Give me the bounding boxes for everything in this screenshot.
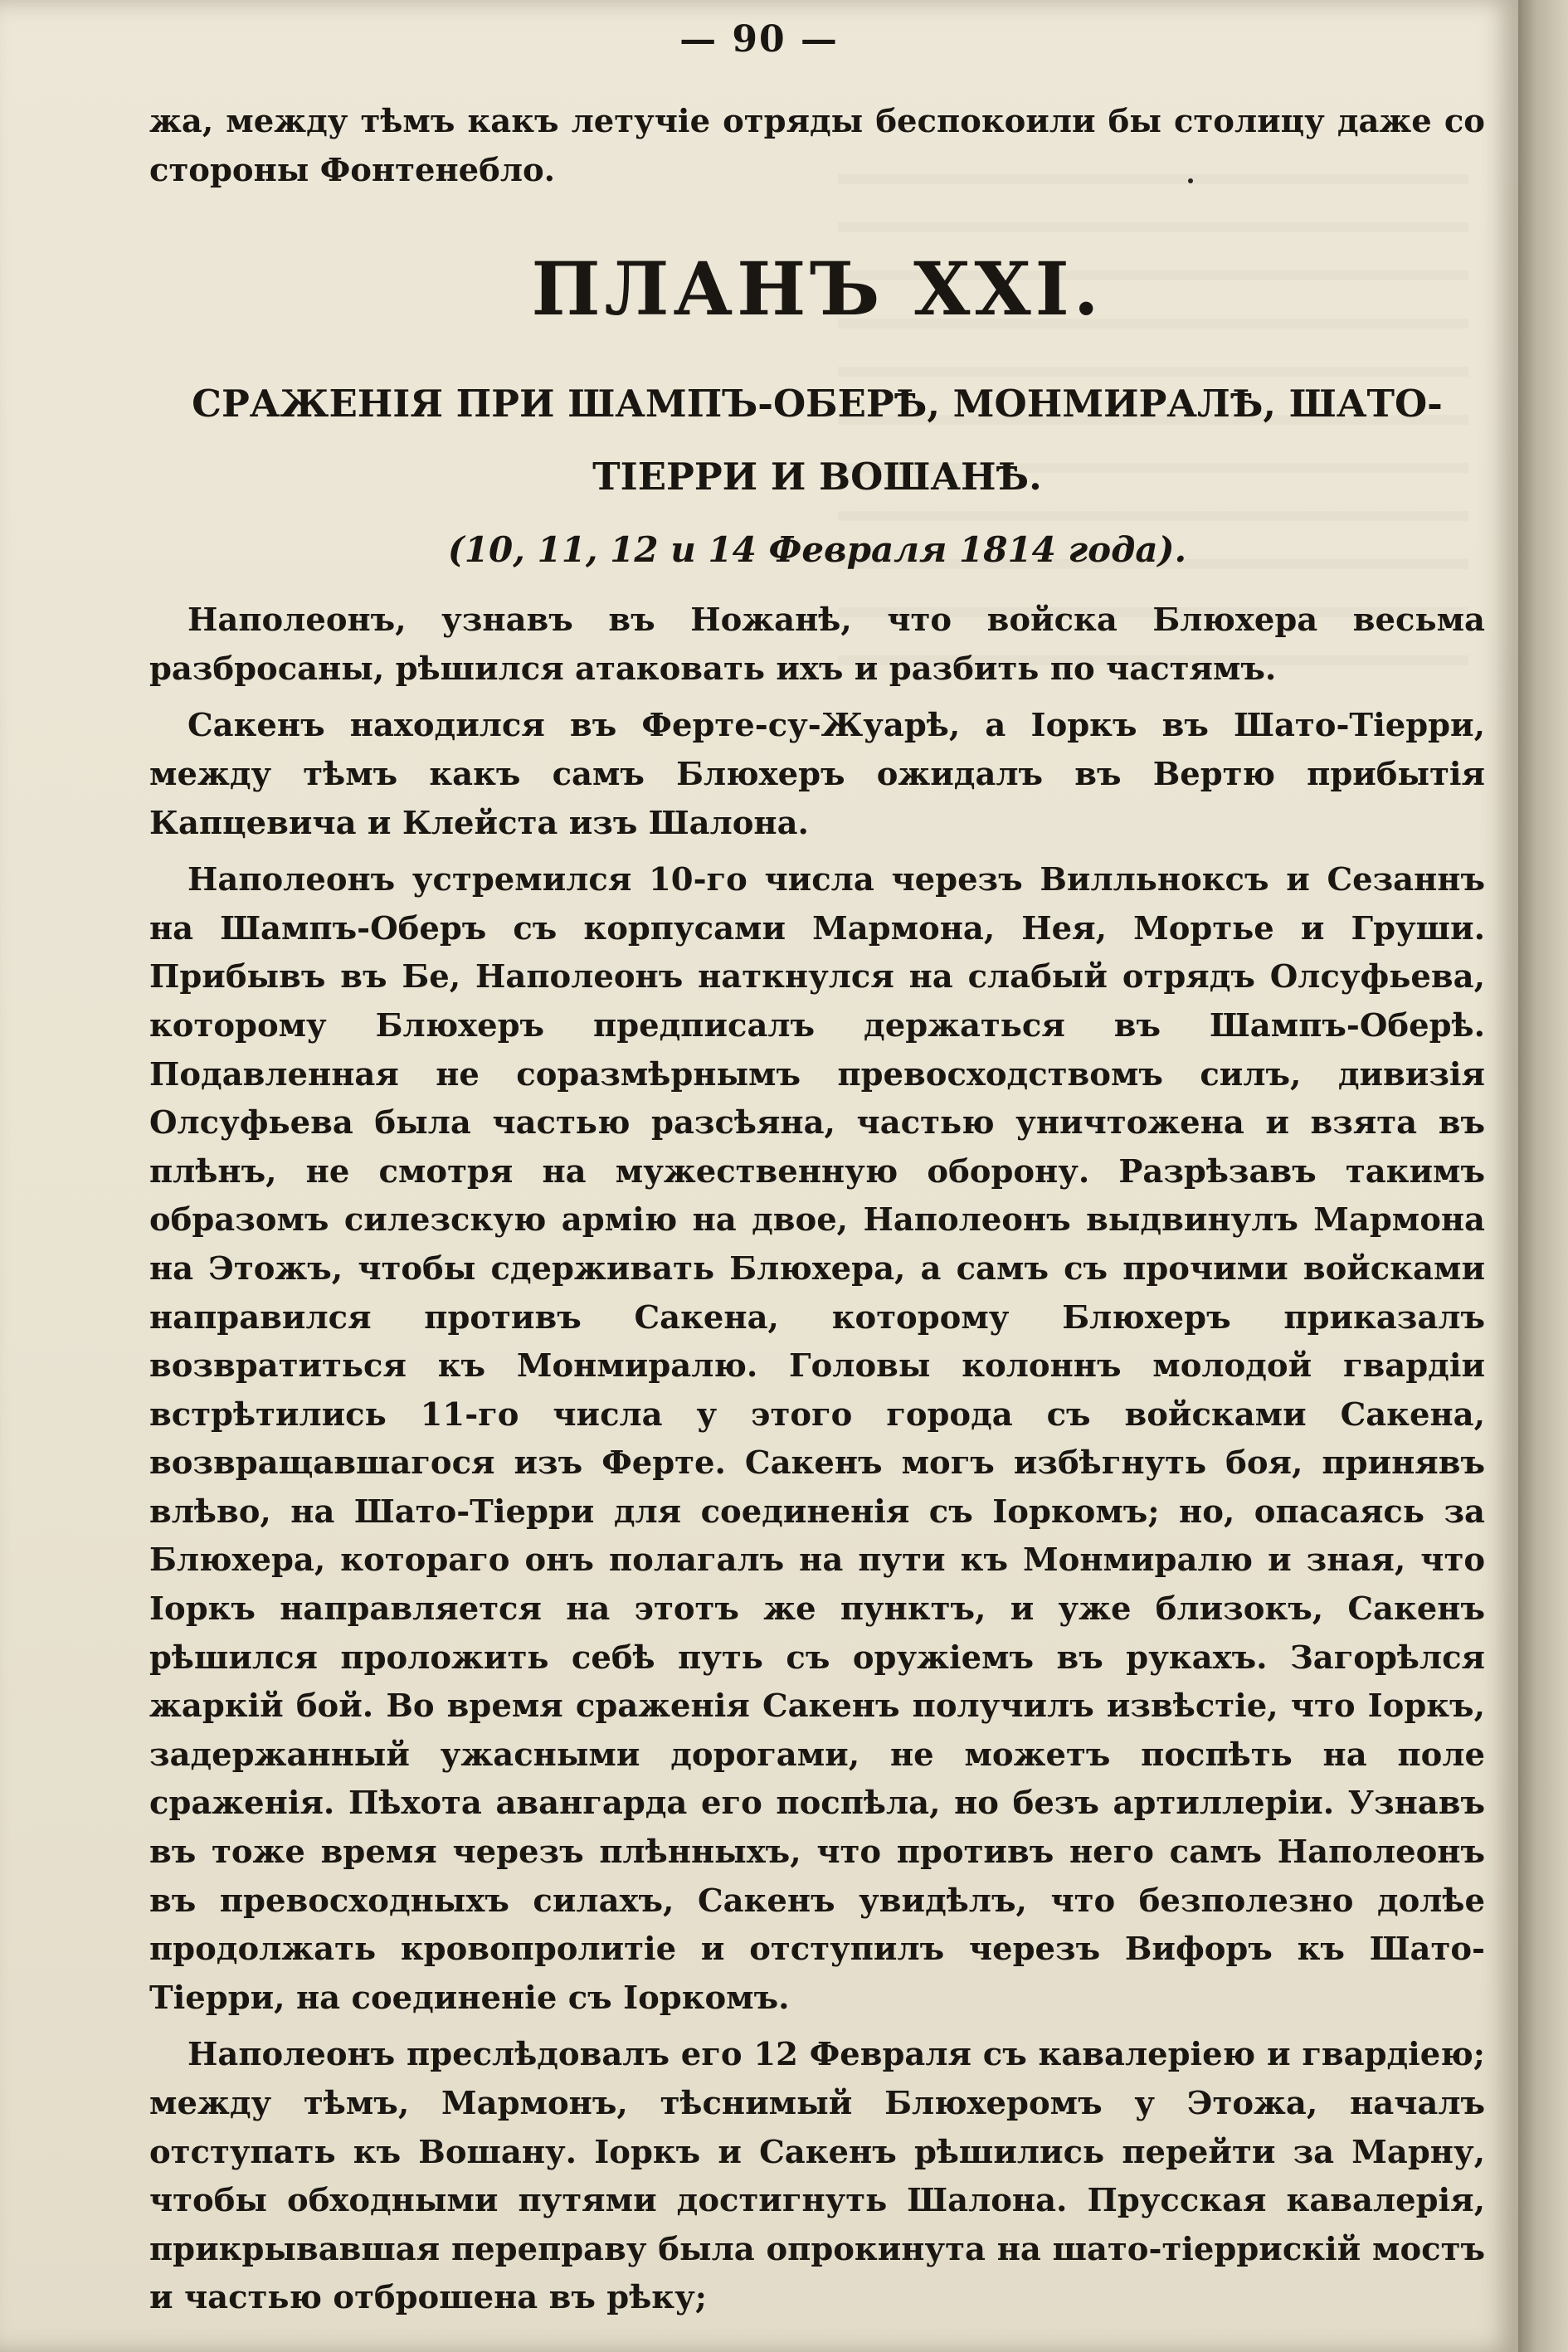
- paragraph-4: Наполеонъ преслѣдовалъ его 12 Февраля съ кавалеріею и гвардіею; между тѣмъ, Мармонъ, тѣснимый Блюхеромъ у Этожа, началъ отступать къ Вошану. Іоркъ и Сакенъ рѣшились перейти за Марну, чтобы обходными путями достигнуть Шалона. Прусская кавалерія, прикрывавшая переправу была опрокинута на шато-тіеррискій мостъ и частью отброшена въ рѣку;: [149, 2036, 1485, 2317]
- paragraph-3: Наполеонъ устремился 10-го числа черезъ Вилльноксъ и Сезаннъ на Шампъ-Оберъ съ корпусами Мармона, Нея, Мортье и Груши. Прибывъ въ Бе, Наполеонъ наткнулся на слабый отрядъ Олсуфьева, которому Блюхеръ предписалъ держаться въ Шампъ-Оберѣ. Подавленная не соразмѣрнымъ превосходствомъ силъ, дивизія Олсуфьева была частью разсѣяна, частью уничтожена и взята въ плѣнъ, не смотря на мужественную оборону. Разрѣзавъ такимъ образомъ силезскую армію на двое, Наполеонъ выдвинулъ Мармона на Этожъ, чтобы сдерживать Блюхера, а самъ съ прочими войсками направился противъ Сакена, которому Блюхеръ приказалъ возвратиться къ Монмиралю. Головы колоннъ молодой гвардіи встрѣтились 11-го числа у этого города съ войсками Сакена, возвращавшагося изъ Ферте. Сакенъ могъ избѣгнуть боя, принявъ влѣво, на Шато-Тіерри для соединенія съ Іоркомъ; но, опасаясь за Блюхера, котораго онъ полагалъ на пути къ Монмиралю и зная, что Іоркъ направляется на этотъ же пунктъ, и уже близокъ, Сакенъ рѣшился проложить себѣ путь съ оружіемъ въ рукахъ. Загорѣлся жаркій бой. Во время сраженія Сакенъ получилъ извѣстіе, что Іоркъ, задержанный ужасными дорогами, не можетъ поспѣть на поле сраженія. Пѣхота авангарда его поспѣла, но безъ артиллеріи. Узнавъ въ тоже время черезъ плѣнныхъ, что противъ него самъ Наполеонъ въ превосходныхъ силахъ, Сакенъ увидѣлъ, что безполезно долѣе продолжать кровопролитіе и отступилъ черезъ Вифоръ къ Шато-Тіерри, на соединеніе съ Іоркомъ.: [149, 861, 1485, 2017]
- section-heading: СРАЖЕНІЯ ПРИ ШАМПЪ-ОБЕРѢ, МОНМИРАЛѢ, ШАТО-ТІЕРРИ И ВОШАНѢ.: [192, 382, 1443, 499]
- page-number: — 90 —: [679, 18, 839, 61]
- plan-title: ПЛАНЪ XXI.: [531, 246, 1103, 333]
- paragraph-1: Наполеонъ, узнавъ въ Ножанѣ, что войска Блюхера весьма разбросаны, рѣшился атаковать ихъ и разбить по частямъ.: [149, 601, 1485, 688]
- intro-paragraph: жа, между тѣмъ какъ летучіе отряды беспокоили бы столицу даже со стороны Фонтенебло.: [149, 103, 1485, 189]
- page-content: [149, 98, 1485, 2323]
- book-gutter-edge: [1518, 0, 1568, 2352]
- ink-speck: [1188, 178, 1193, 183]
- date-line: (10, 11, 12 и 14 Февраля 1814 года).: [447, 529, 1187, 571]
- paragraph-2: Сакенъ находился въ Ферте-су-Жуарѣ, а Іоркъ въ Шато-Тіерри, между тѣмъ какъ самъ Блюхеръ ожидалъ въ Вертю прибытія Капцевича и Клейста изъ Шалона.: [149, 707, 1485, 842]
